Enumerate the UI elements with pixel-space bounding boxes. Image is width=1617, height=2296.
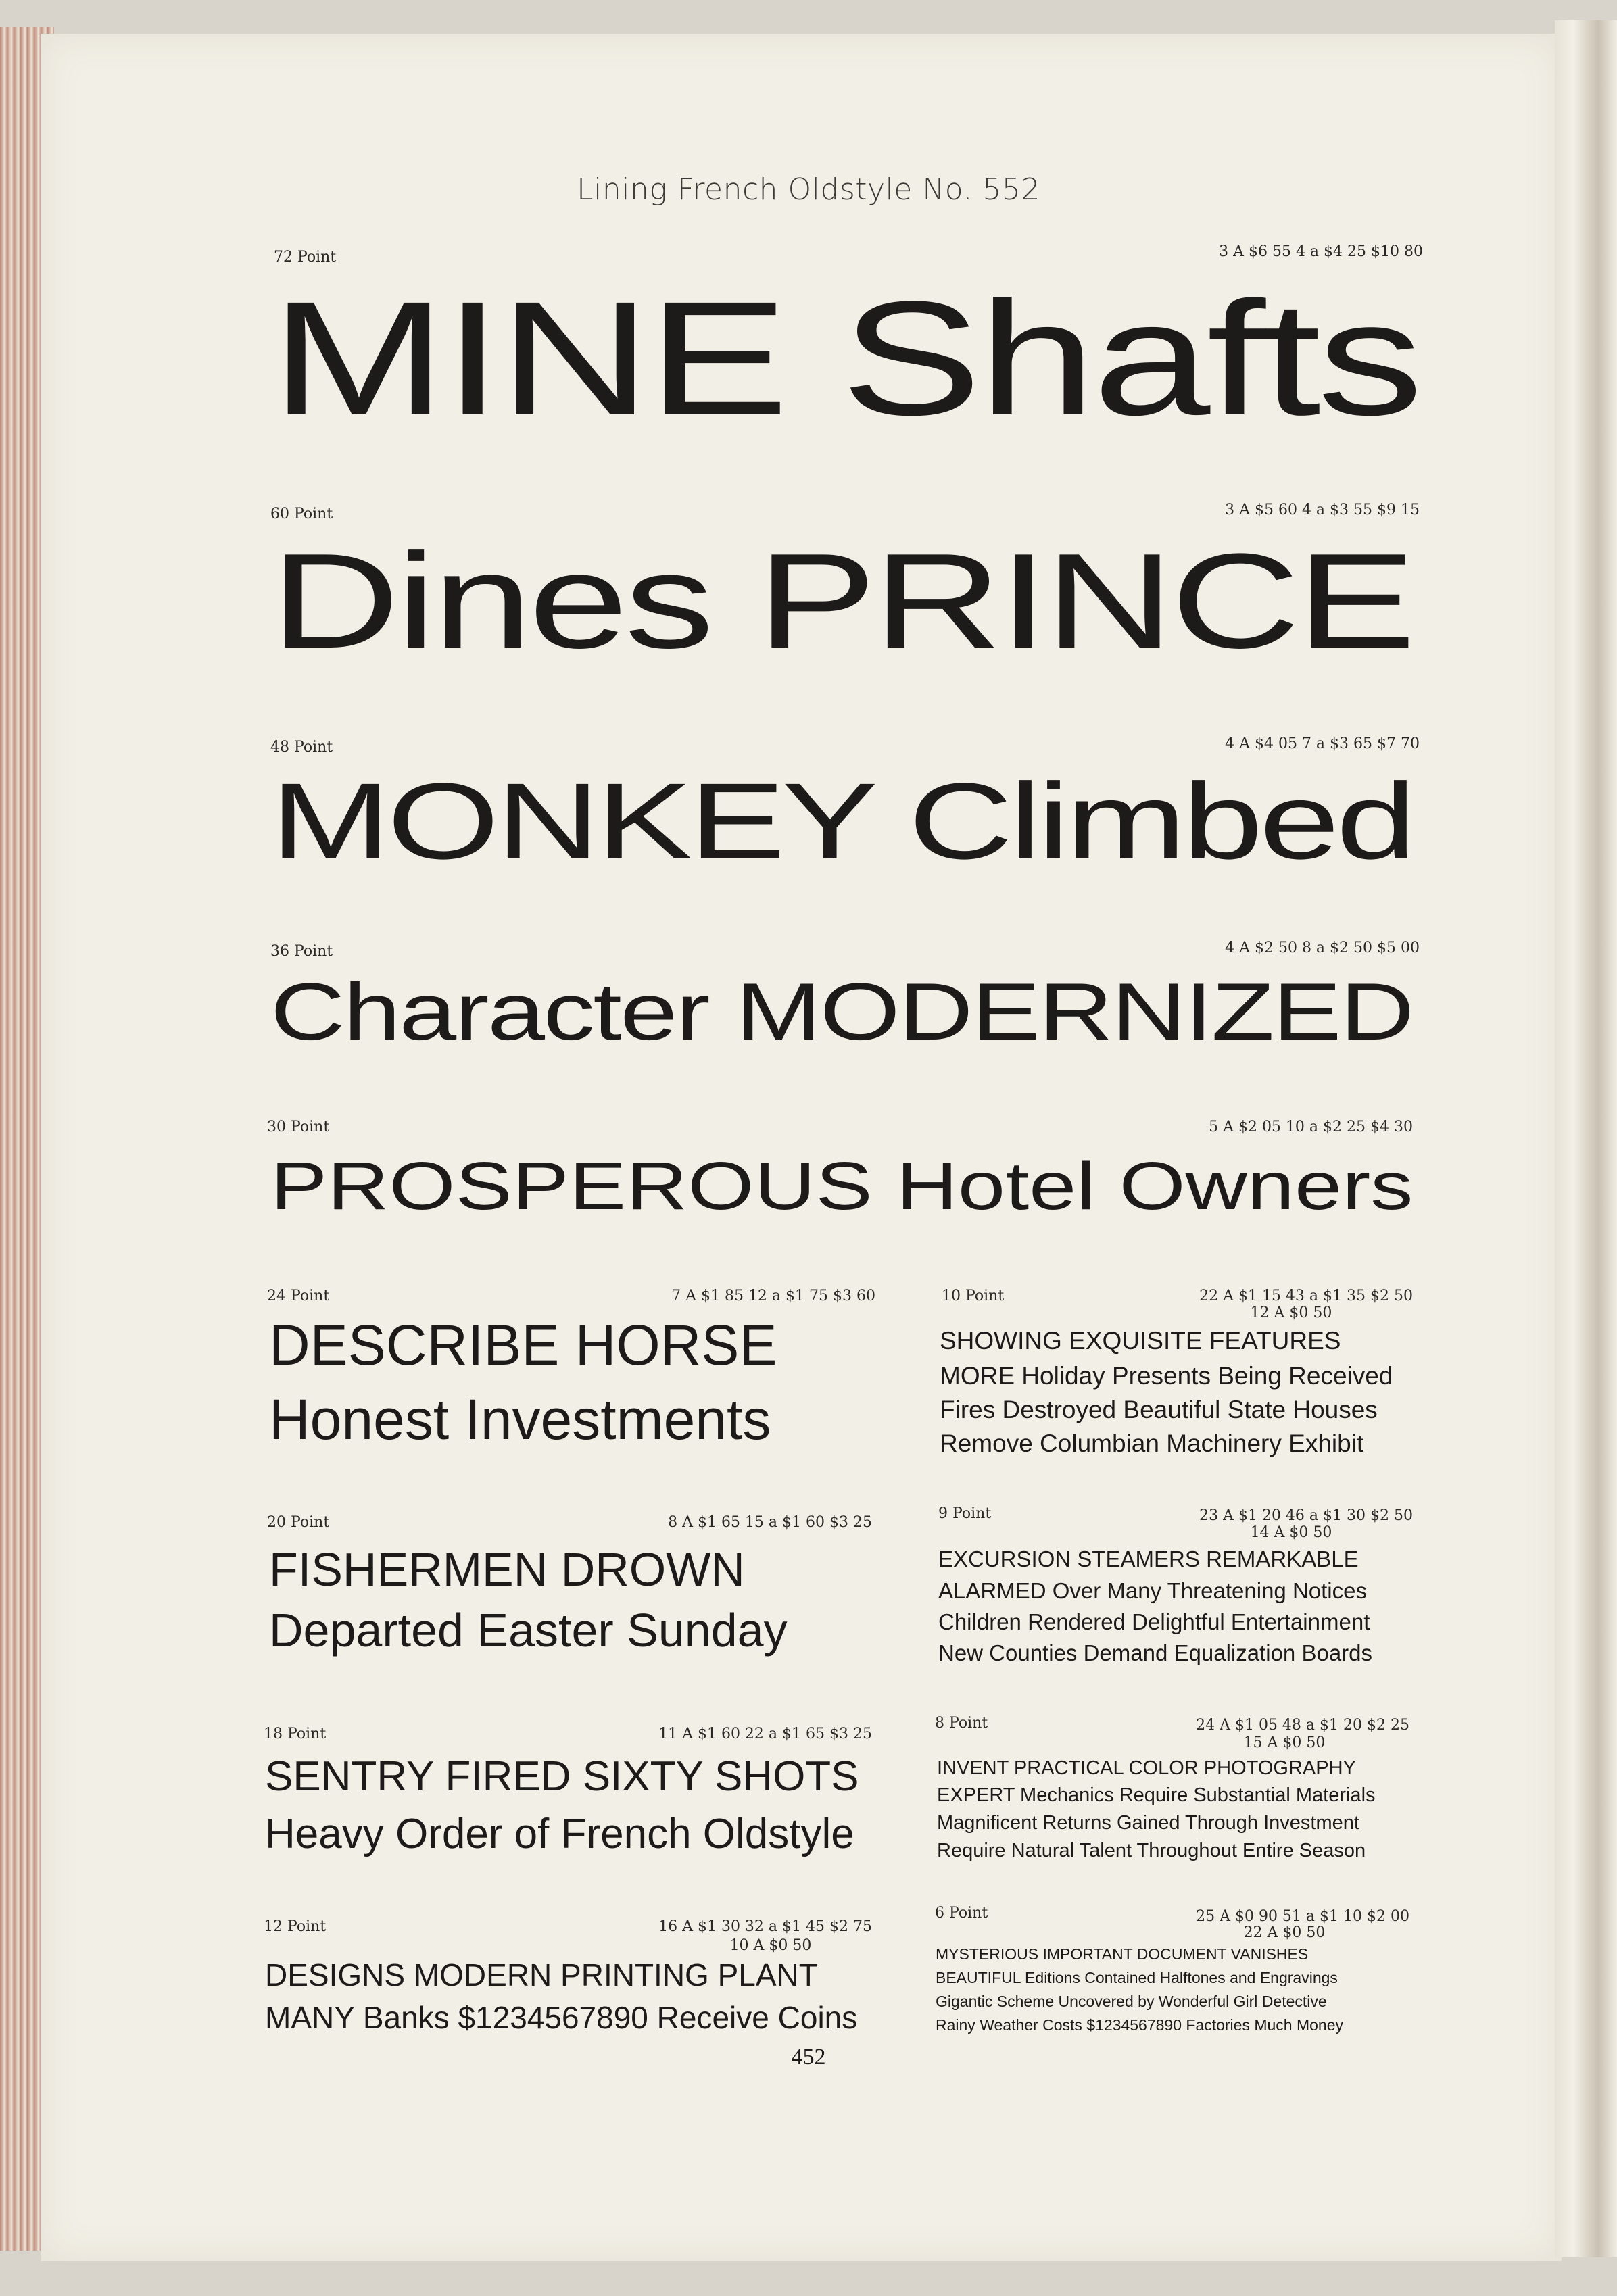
price-label: 16 A $1 30 32 a $1 45 $2 75: [658, 1918, 872, 1935]
price-label-secondary: 10 A $0 50: [729, 1937, 812, 1954]
specimen-line: DESCRIBE HORSE: [269, 1313, 777, 1377]
price-label: 7 A $1 85 12 a $1 75 $3 60: [671, 1288, 875, 1304]
specimen-line: MORE Holiday Presents Being Received: [940, 1362, 1393, 1390]
point-size-label: 6 Point: [935, 1905, 988, 1922]
point-size-label: 18 Point: [264, 1726, 327, 1742]
point-size-label: 10 Point: [942, 1288, 1005, 1304]
specimen-line: Rainy Weather Costs $1234567890 Factories Much Money: [936, 2016, 1344, 2034]
point-size-label: 30 Point: [267, 1119, 330, 1135]
point-size-label: 9 Point: [938, 1505, 992, 1522]
specimen-line: EXCURSION STEAMERS REMARKABLE: [938, 1546, 1359, 1571]
specimen-line: Heavy Order of French Oldstyle: [265, 1811, 854, 1857]
specimen-line: EXPERT Mechanics Require Substantial Materials: [937, 1784, 1376, 1806]
point-size-label: 60 Point: [270, 506, 333, 522]
price-label: 4 A $2 50 8 a $2 50 $5 00: [1225, 939, 1420, 956]
specimen-line: Magnificent Returns Gained Through Investment: [937, 1812, 1359, 1834]
price-label: 3 A $5 60 4 a $3 55 $9 15: [1225, 502, 1420, 518]
price-label: 24 A $1 05 48 a $1 20 $2 25: [1196, 1717, 1409, 1734]
specimen-line: INVENT PRACTICAL COLOR PHOTOGRAPHY: [937, 1757, 1356, 1779]
price-label: 8 A $1 65 15 a $1 60 $3 25: [668, 1514, 872, 1531]
specimen-line: New Counties Demand Equalization Boards: [938, 1640, 1373, 1665]
price-label: 5 A $2 05 10 a $2 25 $4 30: [1209, 1119, 1413, 1135]
point-size-label: 8 Point: [935, 1715, 988, 1732]
price-label-secondary: 22 A $0 50: [1243, 1924, 1326, 1941]
specimen-line: ALARMED Over Many Threatening Notices: [938, 1578, 1367, 1603]
point-size-label: 20 Point: [267, 1514, 330, 1531]
price-label: 23 A $1 20 46 a $1 30 $2 50: [1199, 1507, 1413, 1524]
price-label: 25 A $0 90 51 a $1 10 $2 00: [1196, 1908, 1409, 1925]
specimen-line: FISHERMEN DROWN: [269, 1543, 745, 1596]
specimen-line: MANY Banks $1234567890 Receive Coins: [265, 2000, 858, 2035]
page-number: 452: [791, 2045, 826, 2070]
specimen-line: Require Natural Talent Throughout Entire Season: [937, 1840, 1366, 1861]
price-label: 11 A $1 60 22 a $1 65 $3 25: [658, 1726, 872, 1742]
specimen-line: MYSTERIOUS IMPORTANT DOCUMENT VANISHES: [936, 1945, 1309, 1963]
page-title: Lining French Oldstyle No. 552: [577, 172, 1040, 207]
book-gutter: [1555, 20, 1617, 2257]
price-label-secondary: 15 A $0 50: [1243, 1734, 1326, 1751]
specimen-line: Departed Easter Sunday: [269, 1604, 788, 1657]
price-label: 22 A $1 15 43 a $1 35 $2 50: [1199, 1288, 1413, 1304]
specimen-line: Fires Destroyed Beautiful State Houses: [940, 1396, 1378, 1423]
specimen-line: Honest Investments: [269, 1388, 771, 1451]
point-size-label: 72 Point: [274, 249, 337, 266]
price-label: 4 A $4 05 7 a $3 65 $7 70: [1225, 735, 1420, 752]
specimen-line: Gigantic Scheme Uncovered by Wonderful Girl Detective: [936, 1993, 1327, 2010]
point-size-label: 48 Point: [270, 739, 333, 756]
specimen-line: Dines PRINCE: [270, 526, 1413, 677]
specimen-line: SENTRY FIRED SIXTY SHOTS: [265, 1753, 859, 1800]
specimen-line: Character MODERNIZED: [270, 967, 1413, 1057]
specimen-line: MINE Shafts: [270, 268, 1420, 449]
price-label-secondary: 14 A $0 50: [1250, 1524, 1332, 1541]
point-size-label: 12 Point: [264, 1918, 327, 1935]
specimen-line: BEAUTIFUL Editions Contained Halftones and Engravings: [936, 1969, 1338, 1986]
specimen-line: MONKEY Climbed: [270, 760, 1413, 881]
specimen-line: Remove Columbian Machinery Exhibit: [940, 1430, 1364, 1457]
specimen-line: PROSPEROUS Hotel Owners: [270, 1148, 1414, 1224]
point-size-label: 24 Point: [267, 1288, 330, 1304]
specimen-line: SHOWING EXQUISITE FEATURES: [940, 1327, 1341, 1354]
specimen-line: DESIGNS MODERN PRINTING PLANT: [265, 1957, 818, 1993]
price-label: 3 A $6 55 4 a $4 25 $10 80: [1219, 243, 1423, 260]
specimen-line: Children Rendered Delightful Entertainment: [938, 1609, 1370, 1634]
price-label-secondary: 12 A $0 50: [1250, 1304, 1332, 1321]
point-size-label: 36 Point: [270, 943, 333, 960]
